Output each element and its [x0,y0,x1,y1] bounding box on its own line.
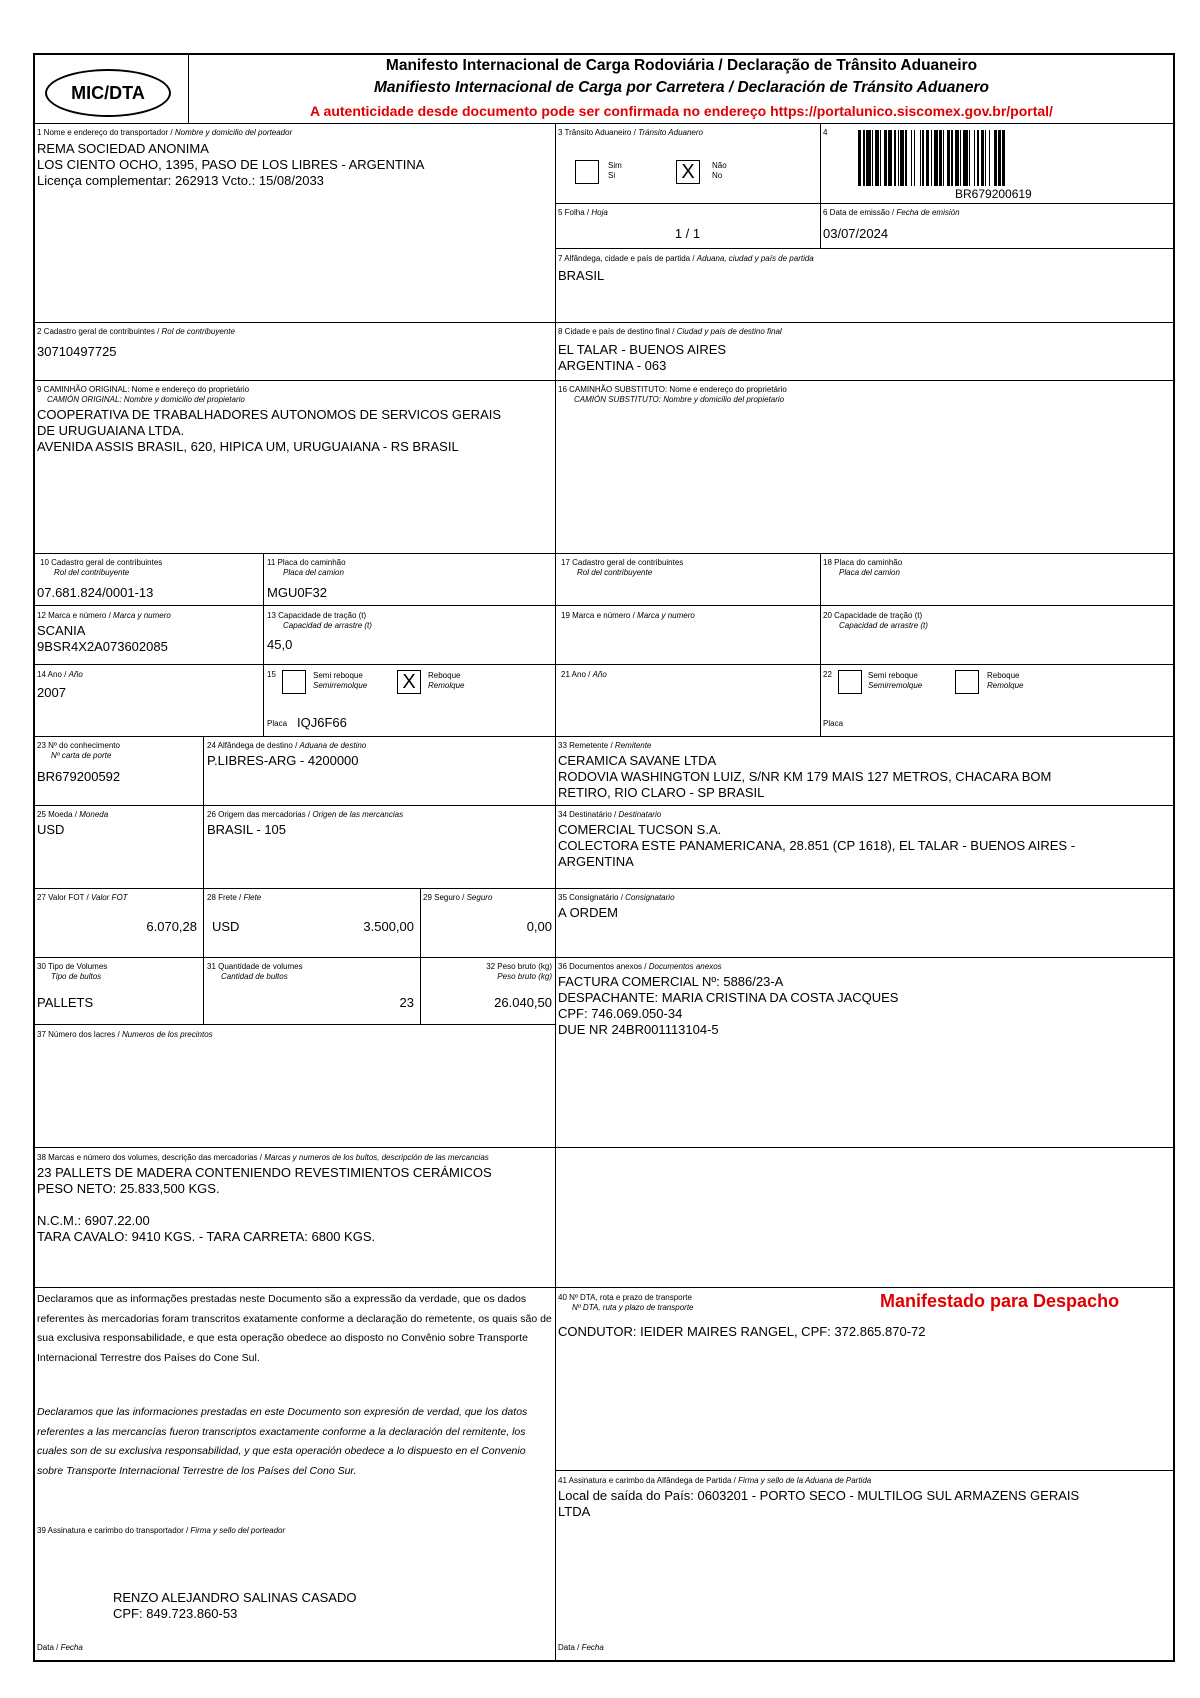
semi-trailer-checkbox[interactable] [282,670,306,694]
field-19-label: 19 Marca e número / Marca y numero [561,611,695,620]
divider [33,1147,1175,1148]
field-29-label: 29 Seguro / Seguro [423,893,493,902]
field-10-label: 10 Cadastro geral de contribuintes Rol del contribuyente [40,558,163,577]
carrier-name-address: REMA SOCIEDAD ANONIMA LOS CIENTO OCHO, 1395, PASO DE LOS LIBRES - ARGENTINA Licença complementar: 262913 Vcto.: 15/08/2033 [37,141,425,188]
divider [203,736,204,888]
package-type: PALLETS [37,995,94,1010]
destination-customs: P.LIBRES-ARG - 4200000 [207,753,359,768]
fot-value: 6.070,28 [146,919,197,934]
declaration-pt: Declaramos que as informações prestadas neste Documento são a expressão da verdade, que os dados referentes às mercadorias foram transcritos exatamente conforme a declaração do remetente, os quais são de sua exclusiva responsabilidade, e que esta operação obedece ao disposto no Convênio sobre Transporte Internacional Terrestre dos Países do Cone Sul. [37,1293,552,1364]
insurance-value: 0,00 [526,919,552,934]
gross-weight: 26.040,50 [494,995,552,1010]
goods-origin: BRASIL - 105 [207,822,287,837]
plate-22-label: Placa [823,719,844,728]
declaration-es: Declaramos que las informaciones prestadas en este Documento son expresión de verdad, que los datos referentes a las mercancías fueron transcriptos exactamente conforme a la declaración del remitente, los cuales son de su exclusiva responsabilidad, y que esta operación obedece a lo dispuesto en el Convenio sobre Transporte Internacional Terrestre de los Países del Cono Sur. [37,1406,528,1477]
mic-dta-logo: MIC/DTA [45,69,171,117]
field-32-label: 32 Peso bruto (kg) Peso bruto (kg) [486,962,552,981]
sim-label: Sim Si [608,161,622,180]
title-pt: Manifesto Internacional de Carga Rodoviária / Declaração de Trânsito Aduaneiro [385,57,978,74]
divider [820,553,821,736]
divider [33,736,1175,737]
consignee-recipient: COMERCIAL TUCSON S.A. COLECTORA ESTE PANAMERICANA, 28.851 (CP 1618), EL TALAR - BUENOS AIRES - ARGENTINA [558,822,1076,869]
barcode-number: BR679200619 [955,187,1032,201]
field-41-label: 41 Assinatura e carimbo da Alfândega de Partida / Firma y sello de la Aduana de Partida [558,1476,872,1485]
field-17-label: 17 Cadastro geral de contribuintes Rol del contribuyente [561,558,684,577]
trailer-22-label: Reboque Remolque [987,671,1024,690]
field-39-label: 39 Assinatura e carimbo do transportador / Firma y sello del porteador [37,1526,286,1535]
semi-trailer-22-checkbox[interactable] [838,670,862,694]
currency: USD [37,822,65,837]
trailer-plate-label: Placa [267,719,288,728]
dispatch-stamp: Manifestado para Despacho [880,1291,1120,1311]
divider [555,203,1175,204]
freight-currency: USD [212,919,240,934]
truck-plate: MGU0F32 [267,585,327,600]
package-quantity: 23 [399,995,414,1010]
original-truck-owner: COOPERATIVA DE TRABALHADORES AUTONOMOS DE SERVICOS GERAIS DE URUGUAIANA LTDA. AVENIDA ASSIS BRASIL, 620, HIPICA UM, URUGUAIANA - RS BRASIL [37,407,502,454]
divider [555,123,556,1660]
semi-trailer-label: Semi reboque Semirremolque [313,671,368,690]
field-30-label: 30 Tipo de Volumes Tipo de bultos [37,962,108,981]
field-5-label: 5 Folha / Hoja [558,208,608,217]
trailer-checkbox[interactable]: X [397,670,421,694]
issue-date: 03/07/2024 [823,226,889,241]
destination-city: EL TALAR - BUENOS AIRES ARGENTINA - 063 [558,342,727,373]
consignee: A ORDEM [558,905,618,920]
field-22-label: 22 [823,670,832,679]
field-33-label: 33 Remetente / Remitente [558,741,652,750]
field-7-label: 7 Alfândega, cidade e país de partida / Aduana, ciudad y país de partida [558,254,814,263]
semi-trailer-22-label: Semi reboque Semirremolque [868,671,923,690]
field-24-label: 24 Alfândega de destino / Aduana de destino [207,741,367,750]
trailer-plate: IQJ6F66 [297,715,347,730]
divider [33,805,1175,806]
divider [33,1287,1175,1288]
transit-sim-checkbox[interactable] [575,160,599,184]
driver-info: CONDUTOR: IEIDER MAIRES RANGEL, CPF: 372.865.870-72 [558,1324,926,1339]
departure-customs: BRASIL [558,268,605,283]
divider [33,380,1175,381]
trailer-22-checkbox[interactable] [955,670,979,694]
field-20-label: 20 Capacidade de tração (t) Capacidad de arrastre (t) [823,611,928,630]
sheet-number: 1 / 1 [674,226,701,241]
field-40-label: 40 Nº DTA, rota e prazo de transporte Nº DTA, ruta y plazo de transporte [558,1293,694,1312]
transit-nao-checkbox[interactable]: X [676,160,700,184]
truck-year: 2007 [37,685,66,700]
field-2-label: 2 Cadastro geral de contribuintes / Rol de contribuyente [37,327,235,336]
carrier-tax-id: 30710497725 [37,344,117,359]
sender: CERAMICA SAVANE LTDA RODOVIA WASHINGTON LUIZ, S/NR KM 179 MAIS 127 METROS, CHACARA BOM RETIRO, RIO CLARO - SP BRASIL [558,753,1052,800]
field-8-label: 8 Cidade e país de destino final / Ciudad y país de destino final [558,327,782,336]
field-6-label: 6 Data de emissão / Fecha de emisión [823,208,960,217]
divider [820,203,821,248]
bill-of-lading-number: BR679200592 [37,769,121,784]
field-38-label: 38 Marcas e número dos volumes, descrição das mercadorias / Marcas y numeros de los bultos, descripción de las mercancias [37,1153,489,1162]
divider [33,322,1175,323]
field-35-label: 35 Consignatário / Consignatario [558,893,675,902]
divider [33,888,1175,889]
field-27-label: 27 Valor FOT / Valor FOT [37,893,128,902]
field-31-label: 31 Quantidade de volumes Cantidad de bultos [207,962,303,981]
attached-documents: FACTURA COMERCIAL Nº: 5886/23-A DESPACHANTE: MARIA CRISTINA DA COSTA JACQUES CPF: 746.069.050-34 DUE NR 24BR001113104-5 [558,974,899,1037]
field-36-label: 36 Documentos anexos / Documentos anexos [558,962,722,971]
traction-capacity: 45,0 [267,637,293,652]
divider [33,605,1175,606]
field-13-label: 13 Capacidade de tração (t) Capacidad de arrastre (t) [267,611,372,630]
divider [33,123,1175,124]
field-21-label: 21 Ano / Año [561,670,607,679]
field-15-label: 15 [267,670,276,679]
carrier-signer: RENZO ALEJANDRO SALINAS CASADO CPF: 849.723.860-53 [113,1590,357,1621]
truck-make-number: SCANIA 9BSR4X2A073602085 [37,623,168,654]
field-14-label: 14 Ano / Año [37,670,83,679]
trailer-label: Reboque Remolque [428,671,465,690]
field-9-label: 9 CAMINHÃO ORIGINAL: Nome e endereço do proprietário CAMIÓN ORIGINAL: Nombre y domicilio del propietario [37,385,250,404]
title-es: Manifiesto Internacional de Carga por Carretera / Declaración de Tránsito Aduanero [374,79,989,96]
field-26-label: 26 Origem das mercadorias / Origen de las mercancias [207,810,404,819]
field-4-label: 4 [823,128,828,137]
divider [263,553,264,736]
divider [33,664,1175,665]
field-25-label: 25 Moeda / Moneda [37,810,109,819]
divider [555,1470,1175,1471]
field-23-label: 23 Nº do conhecimento Nº carta de porte [37,741,120,760]
divider [33,1024,555,1025]
field-28-label: 28 Frete / Flete [207,893,262,902]
field-3-label: 3 Trânsito Aduaneiro / Tránsito Aduanero [558,128,703,137]
field-18-label: 18 Placa do caminhão Placa del camion [823,558,903,577]
date-label-39: Data / Fecha [37,1643,83,1652]
divider [420,888,421,1024]
divider [820,123,821,203]
divider [203,888,204,1024]
field-34-label: 34 Destinatário / Destinatario [558,810,662,819]
barcode [858,130,1161,186]
goods-description: 23 PALLETS DE MADERA CONTENIENDO REVESTIMIENTOS CERÁMICOS PESO NETO: 25.833,500 KGS. N.C.M.: 6907.22.00 TARA CAVALO: 9410 KGS. - TARA CARRETA: 6800 KGS. [37,1165,492,1244]
owner-tax-id: 07.681.824/0001-13 [37,585,154,600]
field-37-label: 37 Número dos lacres / Numeros de los precintos [37,1030,213,1039]
divider [555,248,1175,249]
divider [33,957,1175,958]
field-11-label: 11 Placa do caminhão Placa del camion [267,558,346,577]
field-1-label: 1 Nome e endereço do transportador / Nombre y domicilio del porteador [37,128,293,137]
freight-value: 3.500,00 [363,919,414,934]
exit-location: Local de saída do País: 0603201 - PORTO SECO - MULTILOG SUL ARMAZENS GERAIS LTDA [558,1488,1080,1519]
authenticity-note: A autenticidade desde documento pode ser confirmada no endereço https://portalunico.siscomex.gov.br/portal/ [310,103,1053,119]
date-label-41: Data / Fecha [558,1643,604,1652]
barcode-bar [1005,130,1006,186]
nao-label: Não No [712,161,727,180]
divider [33,553,1175,554]
field-16-label: 16 CAMINHÃO SUBSTITUTO: Nome e endereço do proprietário CAMIÓN SUBSTITUTO: Nombre y domicilio del propietario [558,385,787,404]
field-12-label: 12 Marca e número / Marca y numero [37,611,171,620]
